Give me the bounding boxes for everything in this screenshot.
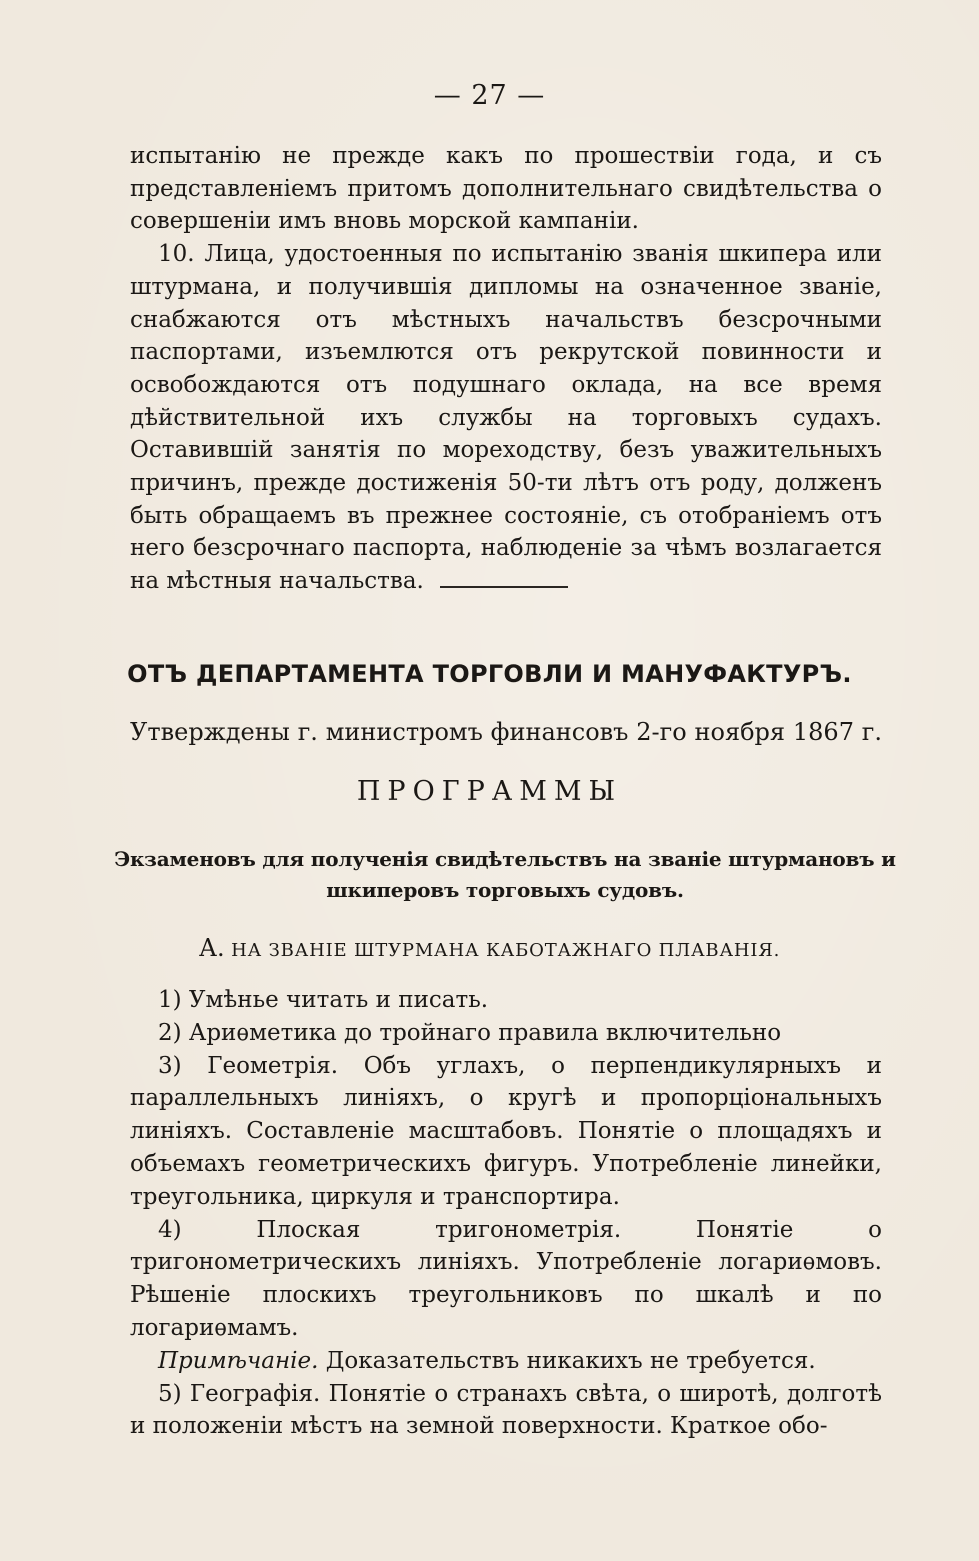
section-a-heading [0,934,979,962]
note-paragraph [130,1345,882,1378]
article-10-paragraph: 10. Лица, удостоенныя по испытанію званія шкипера или штурмана, и получившія дипломы на означенное званіе, снабжаются отъ мѣстныхъ начальствъ безсрочными паспортами, изъемлются отъ рекрутской повинности и освобождаются отъ подушнаго оклада, на все время дѣйствительной ихъ службы на торговыхъ судахъ. Оставившій занятія по мореходству, безъ уважительныхъ причинъ, прежде достиженія 50-ти лѣтъ отъ роду, долженъ быть обращаемъ въ прежнее состояніе, съ отобраніемъ отъ него безсрочнаго паспорта, наблюденіе за чѣмъ возлагается на мѣстныя начальства. [130,241,882,595]
program-item-4: 4) Плоская тригонометрія. Понятіе о тригонометрическихъ линіяхъ. Употребленіе логариѳмовъ. Рѣшеніе плоскихъ треугольниковъ по шкалѣ и по логариѳмамъ. [130,1216,882,1341]
exam-title-line-2: шкиперовъ торговыхъ судовъ. [326,878,684,902]
continuation-paragraph: испытанію не прежде какъ по прошествіи года, и съ представленіемъ притомъ дополнительнаго свидѣтельства о совершеніи имъ вновь морской кампаніи. [130,143,882,235]
program-item-2: 2) Ариѳметика до тройнаго правила включительно [158,1019,782,1046]
exam-title-line-1: Экзаменовъ для полученія свидѣтельствъ на званіе штурмановъ и [114,847,896,871]
program-item-5: 5) Географія. Понятіе о странахъ свѣта, о широтѣ, долготѣ и положеніи мѣстъ на земной поверхности. Краткое обо- [130,1380,882,1440]
exam-title [110,844,900,906]
section-divider-rule [440,586,568,588]
program-items [130,984,882,1443]
department-heading: ОТЪ ДЕПАРТАМЕНТА ТОРГОВЛИ И МАНУФАКТУРЪ. [127,660,852,688]
program-item-3: 3) Геометрія. Объ углахъ, о перпендикулярныхъ и параллельныхъ линіяхъ, о кругѣ и пропорціональныхъ линіяхъ. Составленіе масштабовъ. Понятіе о площадяхъ и объемахъ геометрическихъ фигуръ. Употребленіе линейки, треугольника, циркуля и транспортира. [130,1052,882,1210]
approval-line: Утверждены г. министромъ финансовъ 2-го ноября 1867 г. [130,718,882,746]
section-a-letter: А. [198,934,225,962]
page-number: — 27 — [433,80,546,111]
section-a-title: НА ЗВАНІЕ ШТУРМАНА КАБОТАЖНАГО ПЛАВАНІЯ. [231,940,781,961]
program-item-1: 1) Умѣнье читать и писать. [158,987,489,1013]
programs-title: ПРОГРАММЫ [356,776,623,807]
note-label: Примѣчаніе. [158,1347,319,1374]
note-text: Доказательствъ никакихъ не требуется. [318,1347,816,1374]
top-text-block [130,140,882,598]
